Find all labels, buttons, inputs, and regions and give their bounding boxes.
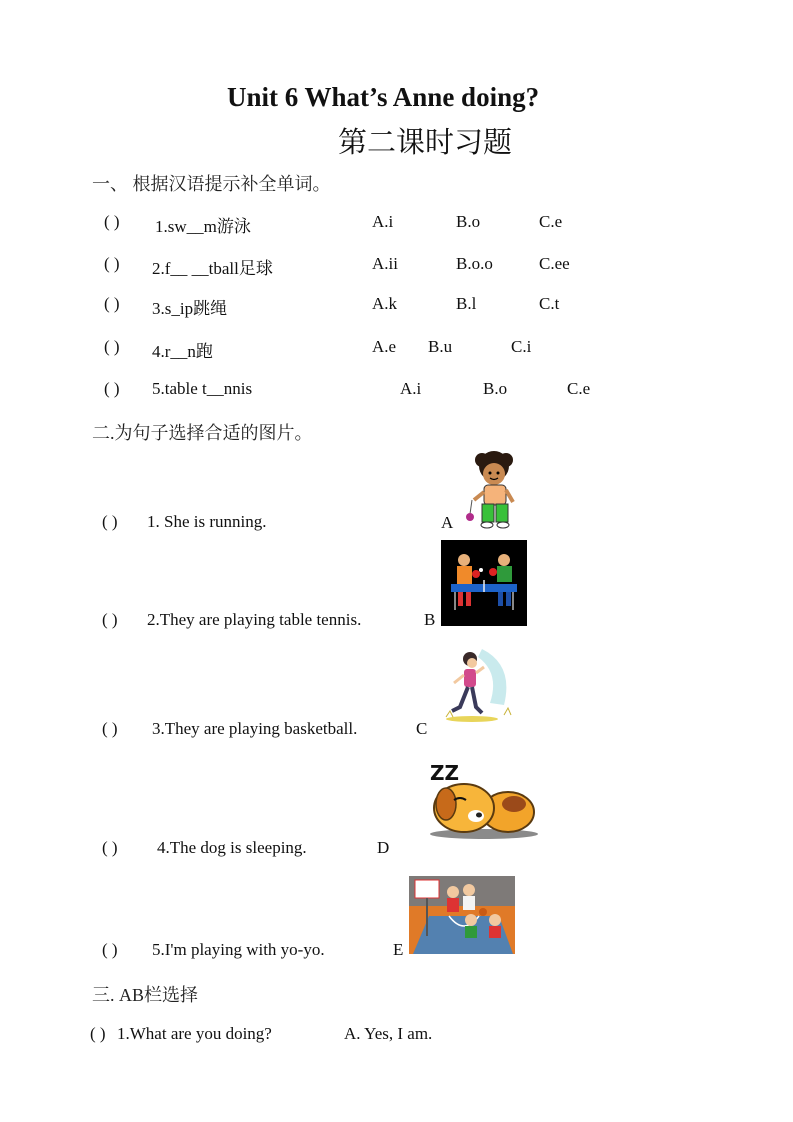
section3-heading: 三. AB栏选择 (92, 985, 199, 1005)
question-text: 5.I'm playing with yo-yo. (152, 940, 325, 959)
picture-letter: D (377, 838, 390, 857)
yo-yo-kid-image (458, 448, 522, 530)
question-text: 1. She is running. (147, 512, 267, 531)
page-subtitle: 第二课时习题 (338, 127, 513, 159)
option-c: C.e (567, 379, 591, 398)
section1-heading: 一、 根据汉语提示补全单词。 (92, 174, 331, 194)
picture-letter: C (416, 719, 428, 738)
option-a: A.ii (372, 254, 398, 273)
picture-letter: B (424, 610, 436, 629)
answer-bracket[interactable]: ( ) (104, 294, 120, 313)
answer-bracket[interactable]: ( ) (102, 512, 118, 531)
option-a: A.i (400, 379, 422, 398)
page-title: Unit 6 What’s Anne doing? (227, 82, 540, 112)
option-c: C.i (511, 337, 532, 356)
answer-bracket[interactable]: ( ) (104, 379, 120, 398)
option-b: B.o (483, 379, 508, 398)
option-c: C.e (539, 212, 563, 231)
picture-letter: E (393, 940, 404, 959)
option-b: B.o.o (456, 254, 493, 273)
answer-bracket[interactable]: ( ) (104, 337, 120, 356)
option-b: B.o (456, 212, 481, 231)
answer-bracket[interactable]: ( ) (102, 940, 118, 959)
answer-bracket[interactable]: ( ) (102, 838, 118, 857)
question-text: 5.table t__nnis (152, 379, 253, 398)
option-c: C.t (539, 294, 560, 313)
running-girl-image (442, 645, 520, 729)
sleep-zz-label: ZZ (430, 761, 460, 785)
option-a: A.i (372, 212, 394, 231)
question-text: 4.r__n跑 (152, 342, 213, 361)
option-c: C.ee (539, 254, 570, 273)
question-text: 1.What are you doing? (117, 1024, 272, 1043)
question-text: 2.f__ __tball足球 (152, 259, 273, 278)
answer-bracket[interactable]: ( ) (102, 610, 118, 629)
question-text: 3.They are playing basketball. (152, 719, 358, 738)
table-tennis-image (441, 540, 527, 626)
option-a: A.k (372, 294, 398, 313)
answer-bracket[interactable]: ( ) (104, 254, 120, 273)
answer-bracket[interactable]: ( ) (102, 719, 118, 738)
answer-bracket[interactable]: ( ) (104, 212, 120, 231)
question-text: 3.s_ip跳绳 (152, 299, 228, 318)
question-text: 2.They are playing table tennis. (147, 610, 362, 629)
picture-letter: A (441, 513, 454, 532)
answer-option: A. Yes, I am. (344, 1024, 433, 1043)
sleeping-dog-image (424, 760, 540, 840)
question-text: 4.The dog is sleeping. (157, 838, 307, 857)
option-b: B.u (428, 337, 453, 356)
question-text: 1.sw__m游泳 (155, 217, 251, 236)
answer-bracket[interactable]: ( ) (90, 1024, 106, 1043)
section2-heading: 二.为句子选择合适的图片。 (92, 423, 313, 443)
option-a: A.e (372, 337, 397, 356)
basketball-court-image (409, 876, 515, 954)
option-b: B.l (456, 294, 477, 313)
